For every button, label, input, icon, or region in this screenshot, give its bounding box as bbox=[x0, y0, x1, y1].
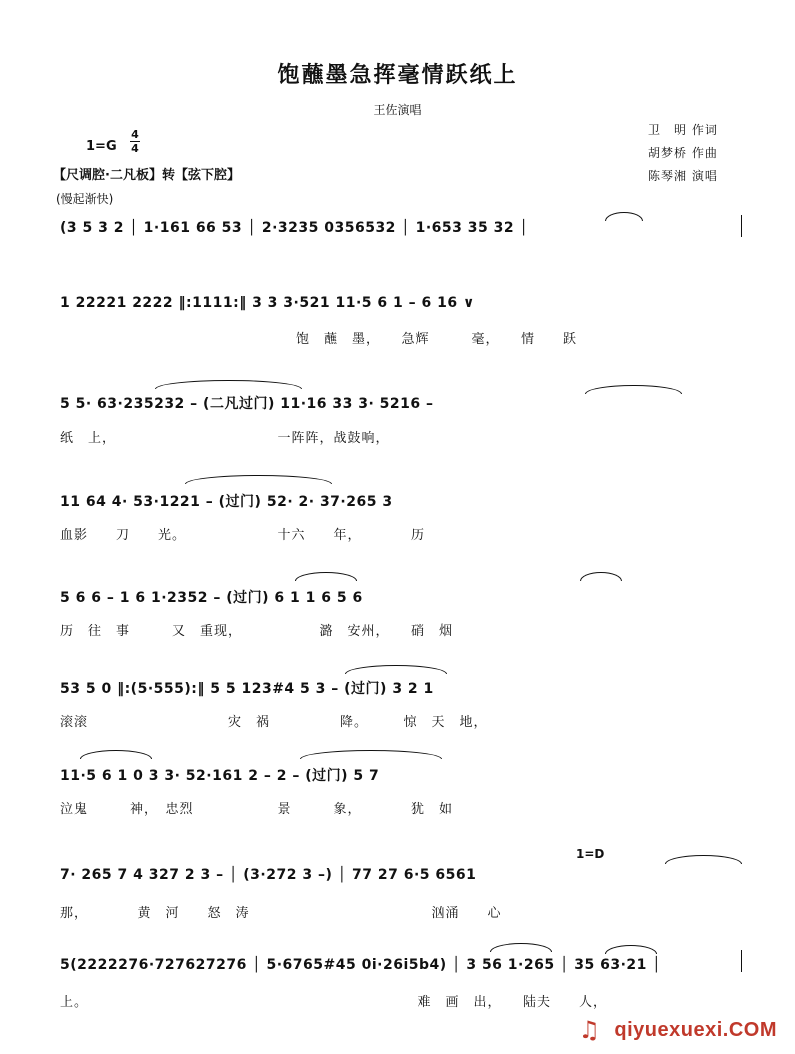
music-note-icon: ♫ bbox=[578, 1016, 600, 1044]
lyric-line-4: 血影 刀 光。 十六 年， 历 bbox=[60, 528, 426, 543]
notation-line-9: 5(2222276·727627276 │ 5·6765#45 0i·26i5b4) │ 3 56 1·265 │ 35 63·21 │ bbox=[60, 957, 662, 973]
credit-lyricist: 卫 明 作词 bbox=[648, 123, 718, 137]
slur-mark bbox=[80, 750, 152, 759]
watermark-text: qiyuexuexi.COM bbox=[614, 1019, 777, 1041]
slur-mark bbox=[605, 212, 643, 221]
credit-composer: 胡梦桥 作曲 bbox=[648, 146, 718, 160]
key-change-marking: 1=D bbox=[576, 847, 605, 861]
slur-mark bbox=[185, 475, 332, 484]
credit-singer: 陈琴湘 演唱 bbox=[648, 169, 718, 183]
key-signature: 1=G bbox=[86, 139, 117, 154]
slur-mark bbox=[490, 943, 552, 952]
barline bbox=[741, 215, 742, 237]
tempo-marking: (慢起渐快) bbox=[56, 192, 114, 206]
notation-line-5: 5 6 6 – 1 6 1·2352 – (过门) 6 1 1 6 5 6 bbox=[60, 590, 363, 606]
lyric-line-5: 历 往 事 又 重现， 潞 安州， 硝 烟 bbox=[60, 624, 454, 639]
notation-line-7: 11·5 6 1 0 3 3· 52·161 2 – 2 – (过门) 5 7 bbox=[60, 768, 380, 784]
slur-mark bbox=[300, 750, 442, 759]
lyric-line-6: 滚滚 灾 祸 降。 惊 天 地， bbox=[60, 715, 488, 730]
lyric-line-7: 泣鬼 神， 忠烈 景 象， 犹 如 bbox=[60, 802, 454, 817]
notation-line-3: 5 5· 63·235232 – (二凡过门) 11·16 33 3· 5216 – bbox=[60, 396, 434, 412]
performer-subtitle: 王佐演唱 bbox=[373, 103, 422, 117]
lyric-line-2: 饱 蘸 墨， 急辉 毫， 情 跃 bbox=[296, 332, 578, 347]
slur-mark bbox=[345, 665, 447, 674]
slur-mark bbox=[665, 855, 742, 864]
notation-line-6: 53 5 0 ‖:(5·555):‖ 5 5 123#4 5 3 – (过门) 3 2 1 bbox=[60, 681, 434, 697]
lyric-line-3: 纸 上， 一阵阵，战鼓响， bbox=[60, 431, 390, 446]
lyric-line-8: 那， 黄 河 怒 涛 汹涌 心 bbox=[60, 906, 502, 921]
slur-mark bbox=[155, 380, 302, 389]
tune-style: 【尺调腔·二凡板】转【弦下腔】 bbox=[53, 168, 240, 183]
notation-line-2: 1 22221 2222 ‖:1111:‖ 3 3 3·521 11·5 6 1 – 6 16 ∨ bbox=[60, 295, 475, 311]
barline bbox=[741, 950, 742, 972]
meter-bottom: 4 bbox=[131, 142, 139, 155]
notation-line-1: (3 5 3 2 │ 1·161 66 53 │ 2·3235 0356532 │ 1·653 35 32 │ bbox=[60, 220, 529, 236]
notation-line-8: 7· 265 7 4 327 2 3 – │ (3·272 3 –) │ 77 27 6·5 6561 bbox=[60, 867, 477, 883]
meter-top: 4 bbox=[131, 128, 139, 141]
page-title: 饱蘸墨急挥毫情跃纸上 bbox=[277, 63, 518, 88]
slur-mark bbox=[295, 572, 357, 581]
notation-line-4: 11 64 4· 53·1221 – (过门) 52· 2· 37·265 3 bbox=[60, 494, 393, 510]
slur-mark bbox=[585, 385, 682, 394]
lyric-line-9: 上。 难 画 出， 陆夫 人， bbox=[60, 995, 608, 1010]
time-signature bbox=[130, 128, 140, 155]
slur-mark bbox=[580, 572, 622, 581]
slur-mark bbox=[605, 945, 657, 954]
